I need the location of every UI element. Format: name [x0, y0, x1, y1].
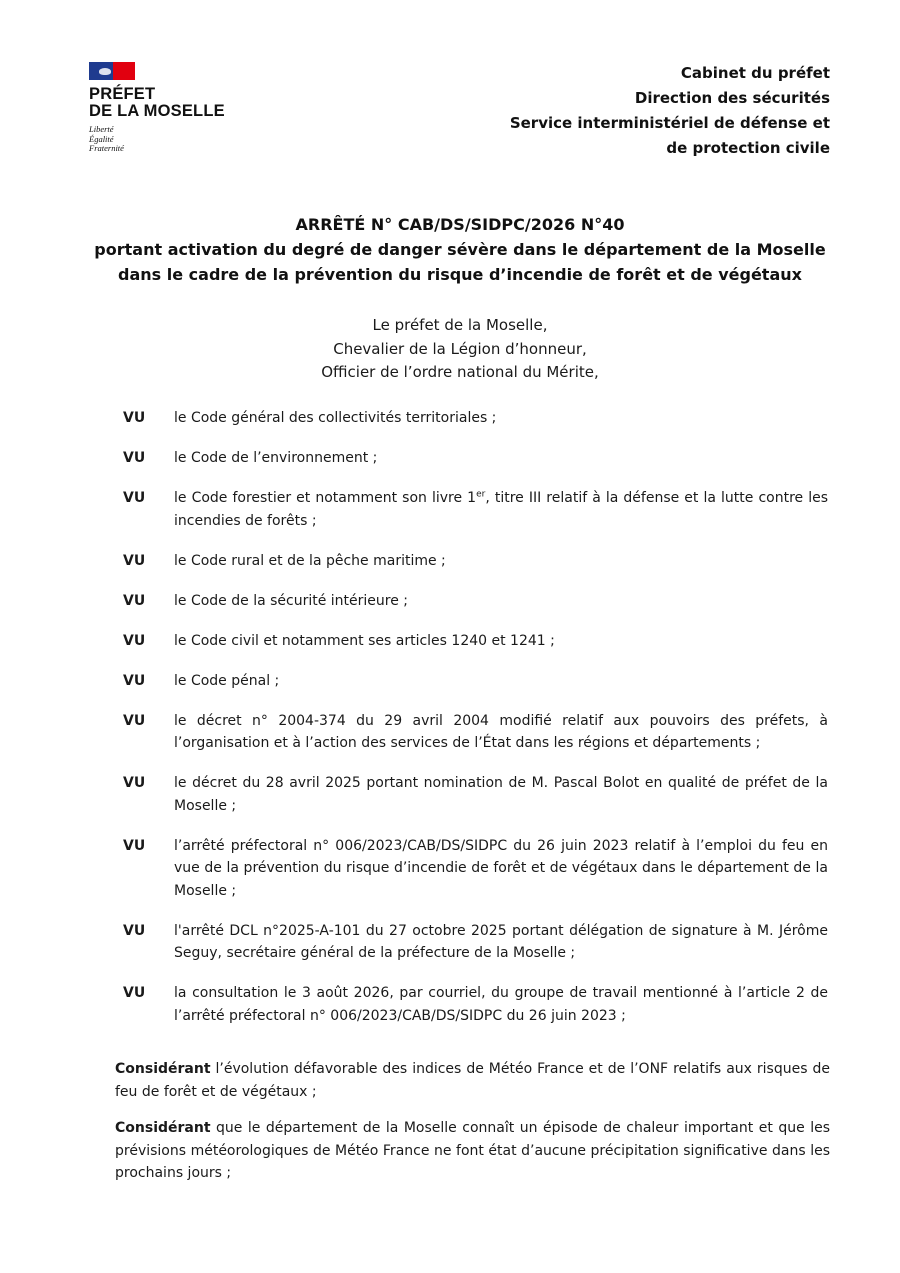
considerant-text: l’évolution défavorable des indices de Météo France et de l’ONF relatifs aux risques de feu de forêt et de végétaux ;	[115, 1061, 830, 1100]
considerant-lead: Considérant	[115, 1120, 211, 1136]
prefet-line3: Officier de l’ordre national du Mérite,	[321, 363, 599, 381]
considerant-list	[115, 1058, 830, 1199]
considerant-item	[115, 1117, 830, 1185]
vu-text: le Code de la sécurité intérieure ;	[174, 592, 409, 609]
motto-egalite: Égalité	[89, 133, 114, 144]
considerant-lead: Considérant	[115, 1061, 211, 1077]
vu-label: VU	[123, 632, 146, 649]
prefet-signatory	[60, 314, 860, 385]
service-header	[510, 61, 830, 161]
superscript-er: er	[476, 489, 486, 500]
vu-text: l’arrêté préfectoral n° 006/2023/CAB/DS/SIDPC du 26 juin 2023 relatif à l’emploi du feu en vue de la prévention du risque d’incendie de forêt et de végétaux dans le département de la Moselle ;	[174, 837, 828, 899]
vu-item	[123, 772, 828, 817]
vu-item	[123, 670, 828, 693]
service-line: Direction des sécurités	[634, 89, 830, 107]
vu-text: le Code pénal ;	[174, 672, 280, 689]
vu-item	[123, 590, 828, 613]
vu-text-part: , titre III relatif à la défense et la lutte contre les incendies de forêts ;	[174, 490, 829, 529]
vu-text: le Code général des collectivités territoriales ;	[174, 410, 497, 426]
prefet-line2: Chevalier de la Légion d’honneur,	[333, 339, 587, 358]
vu-item	[123, 447, 828, 470]
vu-label: VU	[123, 775, 146, 791]
vu-label: VU	[123, 985, 146, 1001]
logo-name-line1: PRÉFET	[89, 85, 156, 103]
arrete-number: ARRÊTÉ N° CAB/DS/SIDPC/2026 N°40	[295, 215, 625, 234]
motto-fraternite: Fraternité	[89, 143, 124, 153]
vu-item	[123, 630, 828, 653]
logo-name-line2: DE LA MOSELLE	[89, 102, 225, 120]
vu-item	[123, 710, 828, 755]
service-line: Cabinet du préfet	[680, 64, 830, 82]
vu-text: le décret du 28 avril 2025 portant nomination de M. Pascal Bolot en qualité de préfet de la Moselle ;	[174, 775, 828, 814]
republic-motto	[89, 125, 249, 154]
vu-label: VU	[123, 712, 146, 729]
arrete-title	[60, 212, 860, 287]
motto-liberte: Liberté	[89, 124, 114, 134]
vu-item	[123, 920, 828, 965]
vu-label: VU	[123, 450, 146, 466]
vu-item	[123, 407, 828, 430]
vu-text: l'arrêté DCL n°2025-A-101 du 27 octobre 2025 portant délégation de signature à M. Jérôme Seguy, secrétaire général de la préfecture de la Moselle ;	[174, 922, 828, 961]
marianne-flag-icon	[89, 62, 135, 80]
vu-item	[123, 982, 828, 1027]
vu-text: le Code civil et notamment ses articles 1240 et 1241 ;	[174, 632, 555, 649]
vu-label: VU	[123, 552, 146, 569]
service-line: Service interministériel de défense et	[509, 114, 830, 132]
considerant-item	[115, 1058, 830, 1103]
vu-text: la consultation le 3 août 2026, par courriel, du groupe de travail mentionné à l’article 2 de l’arrêté préfectoral n° 006/2023/CAB/DS/SIDPC du 26 juin 2023 ;	[174, 985, 828, 1024]
vu-label: VU	[123, 592, 146, 609]
arrete-subject-line2: dans le cadre de la prévention du risque d’incendie de forêt et de végétaux	[118, 265, 802, 284]
logo-name	[89, 86, 249, 120]
vu-label: VU	[123, 410, 146, 426]
arrete-subject-line1: portant activation du degré de danger sévère dans le département de la Moselle	[94, 240, 826, 259]
vu-text: le Code rural et de la pêche maritime ;	[174, 552, 446, 569]
vu-label: VU	[123, 837, 146, 854]
vu-text: le décret n° 2004-374 du 29 avril 2004 modifié relatif aux pouvoirs des préfets, à l’organisation et à l’action des services de l’État dans les régions et départements ;	[174, 712, 828, 751]
prefet-line1: Le préfet de la Moselle,	[372, 316, 548, 334]
service-line: de protection civile	[666, 139, 830, 157]
vu-item	[123, 835, 828, 903]
vu-label: VU	[123, 490, 146, 506]
vu-text: le Code de l’environnement ;	[174, 450, 378, 466]
prefecture-logo	[89, 62, 249, 154]
vu-label: VU	[123, 672, 146, 689]
vu-item	[123, 487, 828, 532]
considerant-text: que le département de la Moselle connaît un épisode de chaleur important et que les prévisions météorologiques de Météo France ne font état d’aucune précipitation significative dans les prochains jours ;	[115, 1120, 830, 1181]
vu-text	[174, 487, 828, 532]
vu-item	[123, 550, 828, 573]
vu-list	[123, 407, 828, 1045]
vu-text-part: le Code forestier et notamment son livre 1	[174, 490, 477, 506]
vu-label: VU	[123, 922, 146, 939]
